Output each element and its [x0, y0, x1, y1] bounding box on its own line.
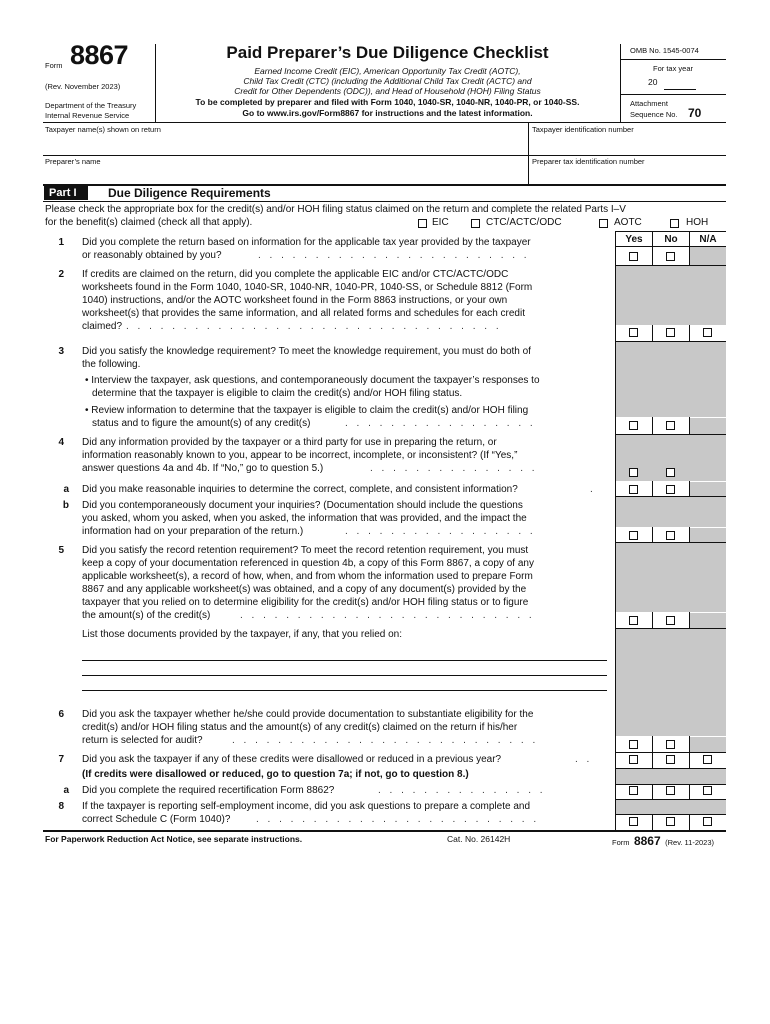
q7-line1: Did you ask the taxpayer if any of these credits were disallowed or reduced in a previous year? — [82, 754, 502, 765]
q4-no-checkbox[interactable] — [666, 468, 675, 477]
q1-yes-checkbox[interactable] — [629, 252, 638, 261]
q6-line1: Did you ask the taxpayer whether he/she could provide documentation to substantiate eligibility for the — [82, 709, 534, 720]
eic-checkbox[interactable] — [418, 219, 427, 228]
preparer-id-label: Preparer tax identification number — [532, 157, 645, 166]
part-intro-line1: Please check the appropriate box for the credit(s) and/or HOH filing status claimed on the return and complete the related Parts I–V — [45, 204, 626, 215]
q2-line4: worksheet(s) that provides the same information, and all related forms and schedules for each credit — [82, 308, 525, 319]
q1-leader: . . . . . . . . . . . . . . . . . . . . . . . . — [258, 250, 530, 261]
q3-leader: . . . . . . . . . . . . . . . . . — [345, 418, 536, 429]
q7-instruction: (If credits were disallowed or reduced, go to question 7a; if not, go to question 8.) — [82, 769, 469, 780]
q5-number: 5 — [58, 545, 64, 556]
q5-document-line3[interactable] — [82, 690, 607, 691]
instruction-line2: Go to www.irs.gov/Form8867 for instructions and the latest information. — [242, 108, 533, 118]
hoh-label: HOH — [686, 217, 709, 228]
department: Department of the Treasury — [45, 101, 137, 110]
q8-number: 8 — [58, 801, 64, 812]
part-label: Part I — [44, 186, 88, 200]
q2-line2: worksheets found in the Form 1040, 1040-SR, 1040-NR, 1040-PR, 1040-SS, or Schedule 8812 (Form — [82, 282, 533, 293]
taxpayer-id-label: Taxpayer identification number — [532, 125, 634, 134]
tax-year-label: For tax year — [652, 64, 693, 73]
page-title: Paid Preparer’s Due Diligence Checklist — [226, 43, 549, 62]
q4-yes-checkbox[interactable] — [629, 468, 638, 477]
q4b-no-checkbox[interactable] — [666, 531, 675, 540]
q5-yes-checkbox[interactable] — [629, 616, 638, 625]
na-header: N/A — [699, 234, 717, 245]
q6-line3: return is selected for audit? — [82, 735, 203, 746]
q5-no-checkbox[interactable] — [666, 616, 675, 625]
subtitle-line2: Child Tax Credit (CTC) (including the Additional Child Tax Credit (ACTC) and — [243, 76, 532, 86]
q6-leader: . . . . . . . . . . . . . . . . . . . . . . . . . . . — [232, 735, 539, 746]
q5-line2: keep a copy of your documentation referenced in question 4b, a copy of this Form 8867, a copy of any — [82, 558, 534, 569]
taxpayer-id-field[interactable] — [532, 136, 722, 154]
q8-na-checkbox[interactable] — [703, 817, 712, 826]
preparer-id-field[interactable] — [532, 167, 722, 183]
sequence-label: Sequence No. — [630, 110, 678, 119]
footer-form-label: Form — [612, 838, 630, 847]
q4b-leader: . . . . . . . . . . . . . . . . . — [345, 526, 536, 537]
q8-line1: If the taxpayer is reporting self-employment income, did you ask questions to prepare a complete and — [82, 801, 531, 812]
q2-line5: claimed? — [82, 321, 123, 332]
q7a-leader: . . . . . . . . . . . . . . . — [378, 785, 546, 796]
q8-leader: . . . . . . . . . . . . . . . . . . . . . . . . . — [256, 814, 540, 825]
cat-number: Cat. No. 26142H — [447, 834, 511, 844]
q4b-line2: you asked, whom you asked, when you asked, the information that was provided, and the impact the — [82, 513, 527, 524]
paperwork-notice: For Paperwork Reduction Act Notice, see separate instructions. — [45, 834, 303, 844]
q6-number: 6 — [58, 709, 64, 720]
q8-no-checkbox[interactable] — [666, 817, 675, 826]
q5-document-line1[interactable] — [82, 660, 607, 661]
bureau: Internal Revenue Service — [45, 111, 130, 120]
tax-year-field[interactable] — [664, 89, 696, 90]
q2-leader: . . . . . . . . . . . . . . . . . . . . . . . . . . . . . . . . . — [126, 321, 502, 332]
form-number: 8867 — [70, 40, 129, 70]
q5-line4: 8867 and any applicable worksheet(s) was obtained, and a copy of any document(s) provided by the — [82, 584, 527, 595]
footer-revision: (Rev. 11-2023) — [665, 838, 715, 847]
yes-header: Yes — [625, 234, 643, 245]
q3-yes-checkbox[interactable] — [629, 421, 638, 430]
q5-line1: Did you satisfy the record retention requirement? To meet the record retention requirement, you must — [82, 545, 529, 556]
q7a-line1: Did you complete the required recertification Form 8862? — [82, 785, 335, 796]
subtitle-line1: Earned Income Credit (EIC), American Opportunity Tax Credit (AOTC), — [254, 66, 521, 76]
q7-leader: . . — [575, 754, 593, 765]
q3-line2: the following. — [82, 359, 141, 370]
q7-yes-checkbox[interactable] — [629, 755, 638, 764]
instruction-line1: To be completed by preparer and filed with Form 1040, 1040-SR, 1040-NR, 1040-PR, or 1040-SS. — [195, 97, 580, 107]
q5-document-line2[interactable] — [82, 675, 607, 676]
q7-no-checkbox[interactable] — [666, 755, 675, 764]
preparer-name-field[interactable] — [45, 167, 525, 183]
no-header: No — [664, 234, 678, 245]
q6-line2: credit(s) and/or HOH filing status and the amount(s) of any credit(s) claimed on the return if his/her — [82, 722, 518, 733]
taxpayer-name-field[interactable] — [45, 136, 525, 154]
q1-line1: Did you complete the return based on information for the applicable tax year provided by the taxpayer — [82, 237, 531, 248]
taxpayer-name-label: Taxpayer name(s) shown on return — [45, 125, 161, 134]
footer-form-id — [612, 832, 714, 850]
q3-number: 3 — [58, 346, 64, 357]
ctc-checkbox[interactable] — [471, 219, 480, 228]
q6-no-checkbox[interactable] — [666, 740, 675, 749]
eic-label: EIC — [432, 217, 449, 228]
part-title: Due Diligence Requirements — [108, 186, 271, 200]
preparer-name-label: Preparer’s name — [45, 157, 101, 166]
q1-number: 1 — [58, 237, 64, 248]
hoh-checkbox[interactable] — [670, 219, 679, 228]
attachment-label: Attachment — [630, 99, 668, 108]
q4-line2: information reasonably known to you, appear to be incorrect, incomplete, or inconsistent? (If “Yes,” — [82, 450, 518, 461]
q3-line1: Did you satisfy the knowledge requirement? To meet the knowledge requirement, you must do both of — [82, 346, 531, 357]
q7a-yes-checkbox[interactable] — [629, 786, 638, 795]
q4b-letter: b — [62, 500, 69, 511]
q4-number: 4 — [58, 437, 64, 448]
q4a-line1: Did you make reasonable inquiries to determine the correct, complete, and consistent information? — [82, 484, 518, 495]
revision: (Rev. November 2023) — [45, 82, 121, 91]
q4-line3: answer questions 4a and 4b. If “No,” go to question 5.) — [82, 463, 324, 474]
omb-number: OMB No. 1545-0074 — [630, 46, 699, 55]
q5-list-prompt: List those documents provided by the taxpayer, if any, that you relied on: — [82, 629, 403, 640]
q4-leader: . . . . . . . . . . . . . . . — [370, 463, 538, 474]
q7a-letter: a — [63, 785, 69, 796]
q2-line3: 1040) instructions, and/or the AOTC worksheet found in the Form 8863 instructions, or your own — [82, 295, 508, 306]
q7-na-checkbox[interactable] — [703, 755, 712, 764]
sequence-number: 70 — [688, 106, 702, 120]
q3-no-checkbox[interactable] — [666, 421, 675, 430]
q4a-yes-checkbox[interactable] — [629, 485, 638, 494]
q2-yes-checkbox[interactable] — [629, 328, 638, 337]
q4a-letter: a — [63, 484, 69, 495]
q7a-na-checkbox[interactable] — [703, 786, 712, 795]
ctc-label: CTC/ACTC/ODC — [486, 217, 562, 228]
q3-bullet2-line1: • Review information to determine that the taxpayer is eligible to claim the credit(s) and/or HOH filing — [85, 405, 529, 416]
q5-line3: applicable worksheet(s), a record of how, when, and from whom the information used to prepare Form — [82, 571, 533, 582]
q7a-no-checkbox[interactable] — [666, 786, 675, 795]
q6-yes-checkbox[interactable] — [629, 740, 638, 749]
q5-line5: taxpayer that you relied on to determine eligibility for the credit(s) and/or HOH filing status or to figure — [82, 597, 529, 608]
q4-line1: Did any information provided by the taxpayer or a third party for use in preparing the return, or — [82, 437, 497, 448]
tax-year-prefix: 20 — [648, 77, 658, 87]
q8-yes-checkbox[interactable] — [629, 817, 638, 826]
subtitle-line3: Credit for Other Dependents (ODC)), and Head of Household (HOH) Filing Status — [234, 86, 541, 96]
aotc-label: AOTC — [614, 217, 642, 228]
q7-number: 7 — [58, 754, 64, 765]
q4b-line1: Did you contemporaneously document your inquiries? (Documentation should include the questions — [82, 500, 523, 511]
q3-bullet1-line2: determine that the taxpayer is eligible to claim the credit(s) and/or HOH filing status. — [92, 388, 463, 399]
q8-line2: correct Schedule C (Form 1040)? — [82, 814, 231, 825]
q5-leader: . . . . . . . . . . . . . . . . . . . . . . . . . . — [240, 610, 535, 621]
q1-no-checkbox[interactable] — [666, 252, 675, 261]
q4a-no-checkbox[interactable] — [666, 485, 675, 494]
q2-no-checkbox[interactable] — [666, 328, 675, 337]
q2-line1: If credits are claimed on the return, did you complete the applicable EIC and/or CTC/ACTC/ODC — [82, 269, 509, 280]
q4b-line3: information had on your preparation of the return.) — [82, 526, 304, 537]
q4b-yes-checkbox[interactable] — [629, 531, 638, 540]
q5-line6: the amount(s) of the credit(s) — [82, 610, 211, 621]
footer-form-number: 8867 — [633, 834, 661, 848]
q1-line2: or reasonably obtained by you? — [82, 250, 222, 261]
part-intro-line2: for the benefit(s) claimed (check all that apply). — [45, 217, 253, 228]
q3-bullet2-line2: status and to figure the amount(s) of any credit(s) — [92, 418, 311, 429]
q2-na-checkbox[interactable] — [703, 328, 712, 337]
q3-bullet1-line1: • Interview the taxpayer, ask questions, and contemporaneously document the taxpayer’s responses to — [85, 375, 540, 386]
form-label: Form — [45, 61, 63, 70]
q4a-leader: . — [590, 484, 593, 495]
q2-number: 2 — [58, 269, 64, 280]
aotc-checkbox[interactable] — [599, 219, 608, 228]
